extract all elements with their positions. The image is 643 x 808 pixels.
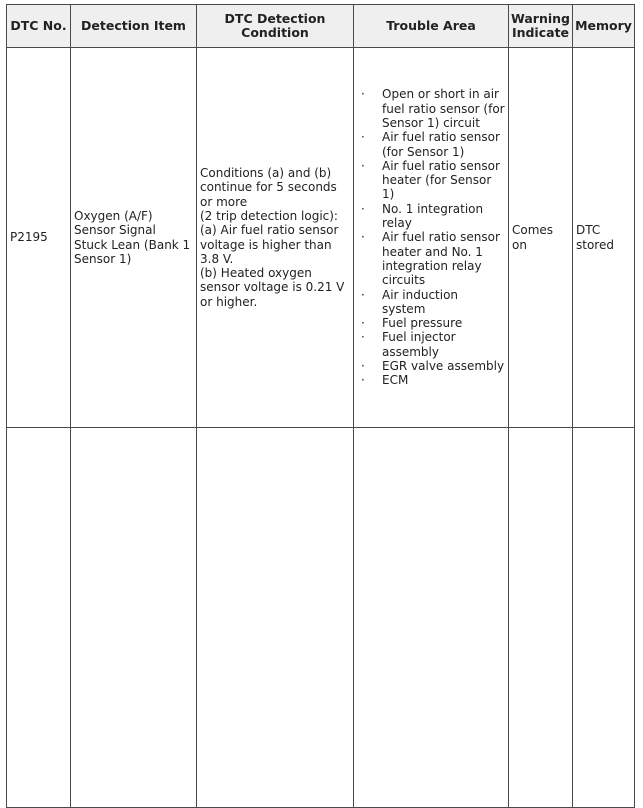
list-item: · Air fuel ratio sensor heater (for Sensor 1) <box>357 159 505 202</box>
cell-condition <box>197 48 354 428</box>
list-item: · Air fuel ratio sensor heater and No. 1 integration relay circuits <box>357 230 505 287</box>
condition-line: (a) Air fuel ratio sensor voltage is higher than 3.8 V. <box>200 223 339 266</box>
condition-line: (b) Heated oxygen sensor voltage is 0.21 V or higher. <box>200 266 345 309</box>
header-warning: Warning Indicate <box>509 5 573 48</box>
condition-line: Conditions (a) and (b) continue for 5 seconds or more <box>200 166 337 209</box>
header-condition: DTC Detection Condition <box>197 5 354 48</box>
header-detection-item: Detection Item <box>71 5 197 48</box>
list-item: · Fuel pressure <box>357 316 505 330</box>
dtc-table <box>6 4 635 808</box>
condition-line: (2 trip detection logic): <box>200 208 338 223</box>
cell-trouble-area <box>354 48 509 428</box>
header-trouble-area: Trouble Area <box>354 5 509 48</box>
list-item: · EGR valve assembly <box>357 359 505 373</box>
next-row-stub <box>7 428 635 808</box>
list-item: · Open or short in air fuel ratio sensor (for Sensor 1) circuit <box>357 87 505 130</box>
cell-detection-item: Oxygen (A/F) Sensor Signal Stuck Lean (Bank 1 Sensor 1) <box>71 48 197 428</box>
cell-dtc-no: P2195 <box>7 48 71 428</box>
list-item: · ECM <box>357 373 505 387</box>
trouble-area-list <box>357 87 505 387</box>
list-item: · Air induction system <box>357 288 505 317</box>
header-row <box>7 5 635 48</box>
header-memory: Memory <box>572 5 634 48</box>
cell-memory: DTC stored <box>572 48 634 428</box>
cell-warning: Comes on <box>509 48 573 428</box>
table-row <box>7 48 635 428</box>
header-dtc-no: DTC No. <box>7 5 71 48</box>
list-item: · No. 1 integration relay <box>357 202 505 231</box>
list-item: · Air fuel ratio sensor (for Sensor 1) <box>357 130 505 159</box>
list-item: · Fuel injector assembly <box>357 330 505 359</box>
